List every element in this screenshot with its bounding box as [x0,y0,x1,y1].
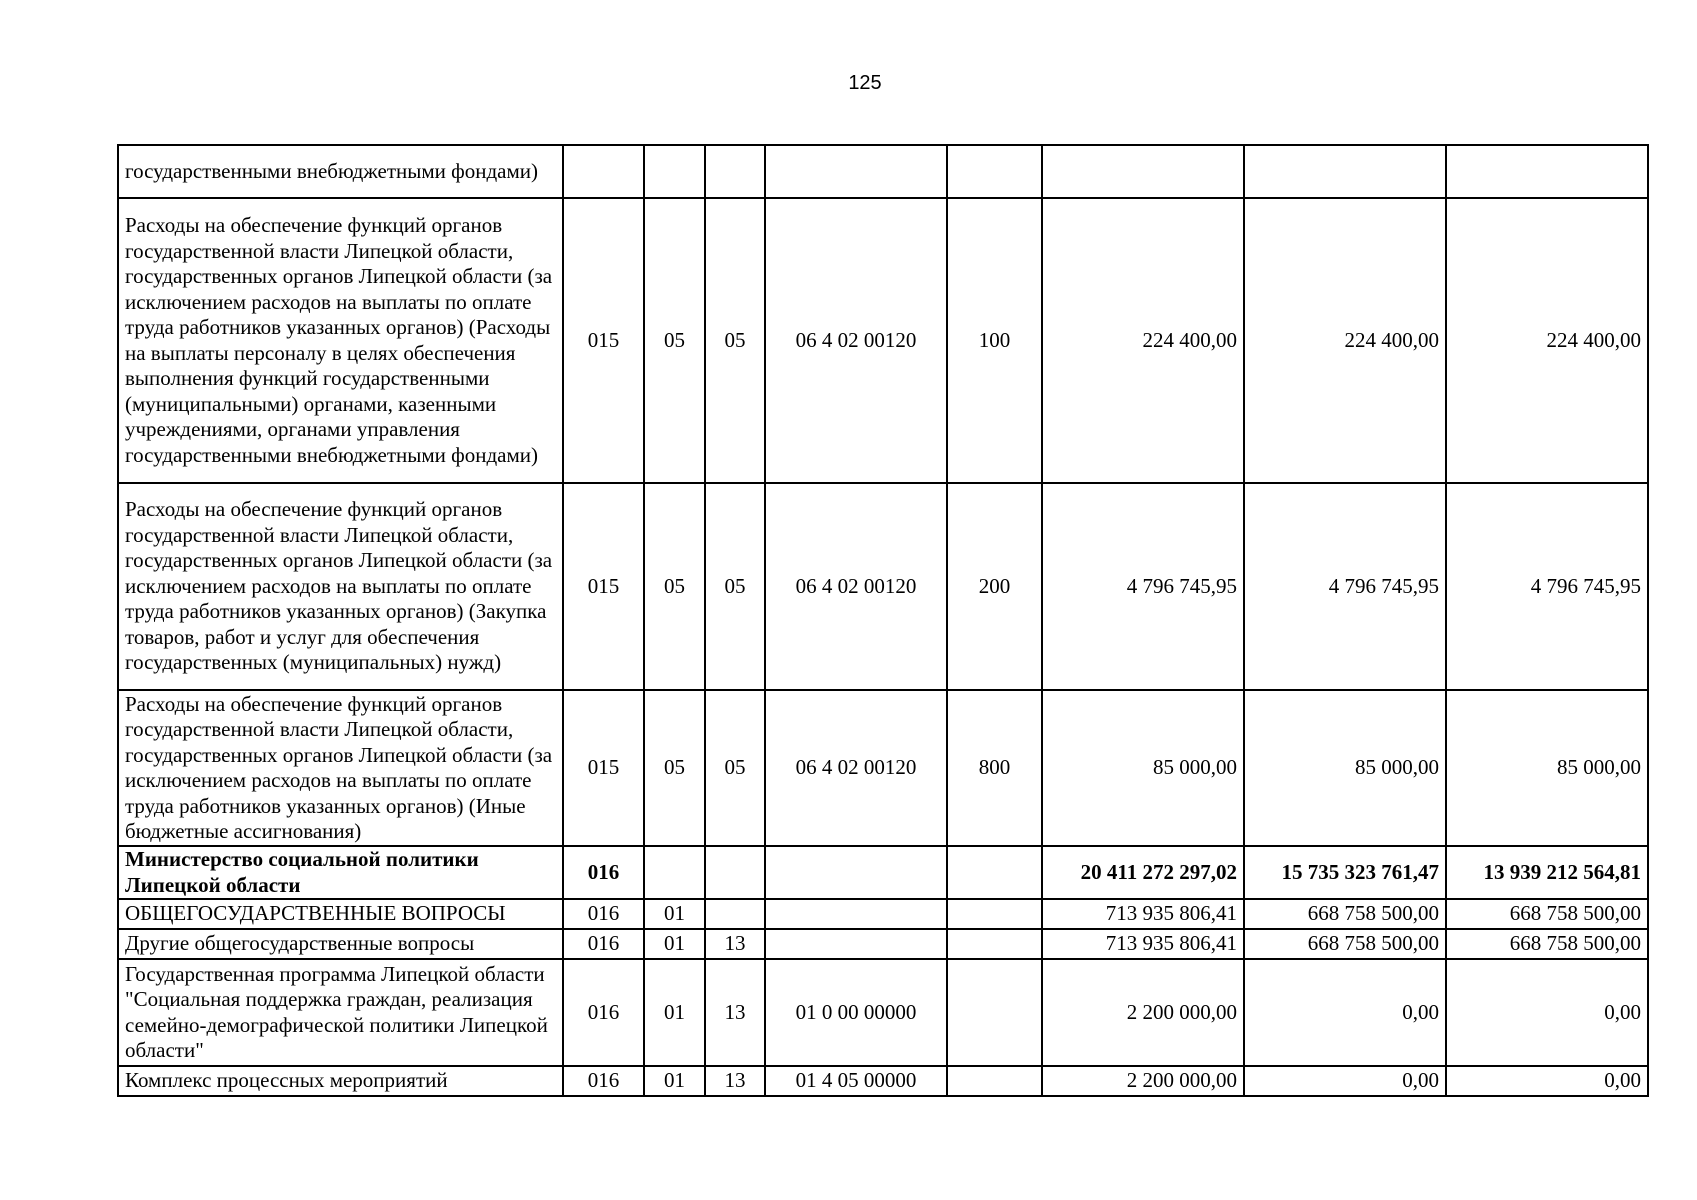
ved-cell: 016 [563,1066,644,1096]
table-row [118,690,1648,846]
expense-type-cell: 100 [947,198,1042,483]
amount-cell: 0,00 [1446,959,1648,1066]
amount-cell: 224 400,00 [1244,198,1446,483]
amount-cell: 15 735 323 761,47 [1244,846,1446,899]
ved-cell: 016 [563,846,644,899]
expense-type-cell: 800 [947,690,1042,846]
ved-cell: 015 [563,483,644,690]
section-cell: 01 [644,929,705,959]
row-name: Комплекс процессных мероприятий [118,1066,563,1096]
amount-cell: 224 400,00 [1446,198,1648,483]
subsection-cell: 05 [705,198,765,483]
amount-cell: 4 796 745,95 [1446,483,1648,690]
amount-cell: 0,00 [1446,1066,1648,1096]
row-name: Расходы на обеспечение функций органов государственной власти Липецкой области, государственных органов Липецкой области (за исключением расходов на выплаты по оплате труда работников указанных органов) (Расходы на выплаты персоналу в целях обеспечения выполнения функций государственными (муниципальными) органами, казенными учреждениями, органами управления государственными внебюджетными фондами) [118,198,563,483]
section-cell: 05 [644,690,705,846]
amount-cell: 85 000,00 [1446,690,1648,846]
table-row [118,959,1648,1066]
subsection-cell: 05 [705,483,765,690]
ved-cell: 015 [563,198,644,483]
target-article-cell [765,899,947,929]
section-cell: 01 [644,959,705,1066]
target-article-cell [765,846,947,899]
ved-cell: 015 [563,690,644,846]
expense-type-cell [947,1066,1042,1096]
amount-cell: 668 758 500,00 [1244,929,1446,959]
amount-cell: 4 796 745,95 [1042,483,1244,690]
amount-cell: 20 411 272 297,02 [1042,846,1244,899]
amount-cell: 713 935 806,41 [1042,929,1244,959]
section-cell: 05 [644,198,705,483]
section-cell: 01 [644,1066,705,1096]
target-article-cell [765,145,947,198]
amount-cell [1244,145,1446,198]
table-row [118,846,1648,899]
amount-cell: 713 935 806,41 [1042,899,1244,929]
table-row [118,899,1648,929]
table-row [118,1066,1648,1096]
subsection-cell: 13 [705,929,765,959]
table-row [118,483,1648,690]
target-article-cell: 06 4 02 00120 [765,483,947,690]
expense-type-cell: 200 [947,483,1042,690]
subsection-cell [705,846,765,899]
ved-cell: 016 [563,899,644,929]
amount-cell: 2 200 000,00 [1042,1066,1244,1096]
amount-cell: 85 000,00 [1244,690,1446,846]
amount-cell: 13 939 212 564,81 [1446,846,1648,899]
expense-type-cell [947,899,1042,929]
table-row [118,198,1648,483]
section-cell [644,846,705,899]
ved-cell [563,145,644,198]
row-name: Расходы на обеспечение функций органов государственной власти Липецкой области, государственных органов Липецкой области (за исключением расходов на выплаты по оплате труда работников указанных органов) (Закупка товаров, работ и услуг для обеспечения государственных (муниципальных) нужд) [118,483,563,690]
amount-cell: 85 000,00 [1042,690,1244,846]
row-name: Расходы на обеспечение функций органов государственной власти Липецкой области, государственных органов Липецкой области (за исключением расходов на выплаты по оплате труда работников указанных органов) (Иные бюджетные ассигнования) [118,690,563,846]
target-article-cell: 06 4 02 00120 [765,198,947,483]
target-article-cell: 01 0 00 00000 [765,959,947,1066]
row-name: Министерство социальной политики Липецкой области [118,846,563,899]
target-article-cell: 06 4 02 00120 [765,690,947,846]
expense-type-cell [947,846,1042,899]
expense-type-cell [947,929,1042,959]
amount-cell: 0,00 [1244,959,1446,1066]
budget-table [117,144,1649,1097]
row-name: Другие общегосударственные вопросы [118,929,563,959]
amount-cell: 4 796 745,95 [1244,483,1446,690]
table-row [118,145,1648,198]
amount-cell: 668 758 500,00 [1446,899,1648,929]
amount-cell [1042,145,1244,198]
amount-cell: 224 400,00 [1042,198,1244,483]
subsection-cell: 13 [705,959,765,1066]
subsection-cell [705,899,765,929]
section-cell: 05 [644,483,705,690]
ved-cell: 016 [563,959,644,1066]
page-number: 125 [848,72,882,94]
target-article-cell: 01 4 05 00000 [765,1066,947,1096]
amount-cell [1446,145,1648,198]
subsection-cell [705,145,765,198]
subsection-cell: 05 [705,690,765,846]
amount-cell: 2 200 000,00 [1042,959,1244,1066]
ved-cell: 016 [563,929,644,959]
expense-type-cell [947,959,1042,1066]
subsection-cell: 13 [705,1066,765,1096]
expense-type-cell [947,145,1042,198]
amount-cell: 668 758 500,00 [1446,929,1648,959]
amount-cell: 0,00 [1244,1066,1446,1096]
section-cell: 01 [644,899,705,929]
row-name: ОБЩЕГОСУДАРСТВЕННЫЕ ВОПРОСЫ [118,899,563,929]
table-row [118,929,1648,959]
section-cell [644,145,705,198]
row-name: государственными внебюджетными фондами) [118,145,563,198]
row-name: Государственная программа Липецкой области "Социальная поддержка граждан, реализация семейно-демографической политики Липецкой области" [118,959,563,1066]
target-article-cell [765,929,947,959]
amount-cell: 668 758 500,00 [1244,899,1446,929]
